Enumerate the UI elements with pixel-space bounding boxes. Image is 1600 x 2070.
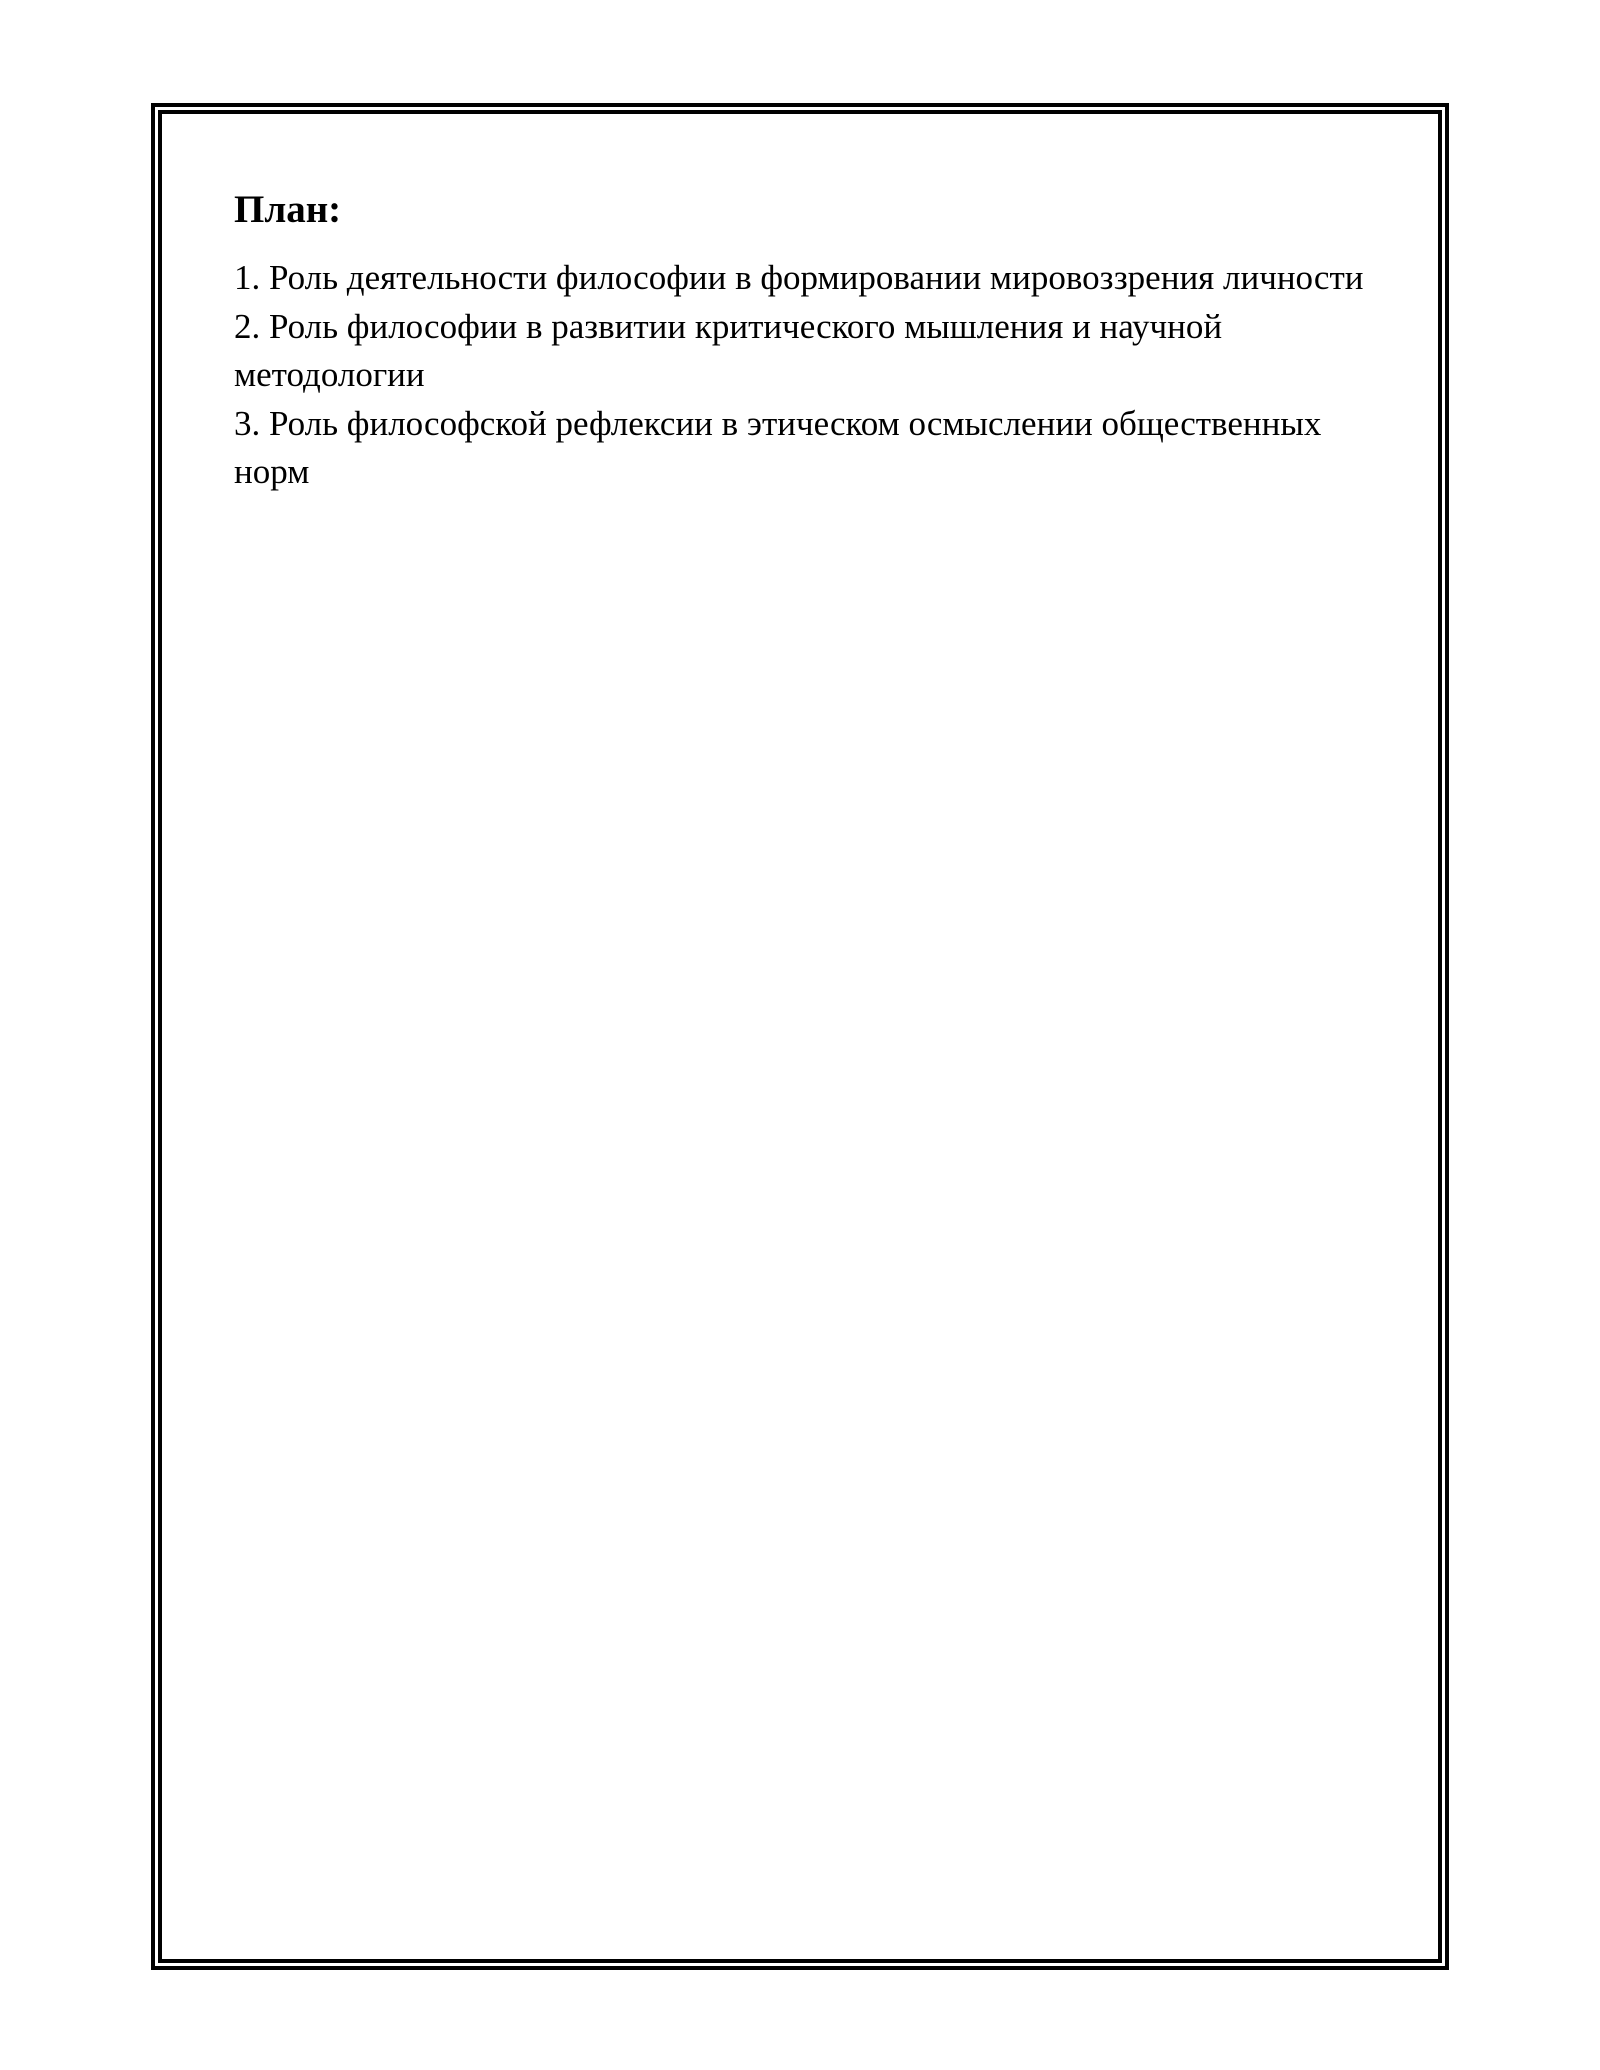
plan-item-1: 1. Роль деятельности философии в формировании мировоззрения личности xyxy=(234,258,1364,297)
plan-heading: План: xyxy=(234,188,342,231)
plan-list xyxy=(234,254,1374,497)
document-body xyxy=(234,186,1374,497)
plan-item-2: 2. Роль философии в развитии критического мышления и научной методологии xyxy=(234,306,1223,394)
plan-item-3: 3. Роль философской рефлексии в этическом осмыслении общественных норм xyxy=(234,403,1322,491)
